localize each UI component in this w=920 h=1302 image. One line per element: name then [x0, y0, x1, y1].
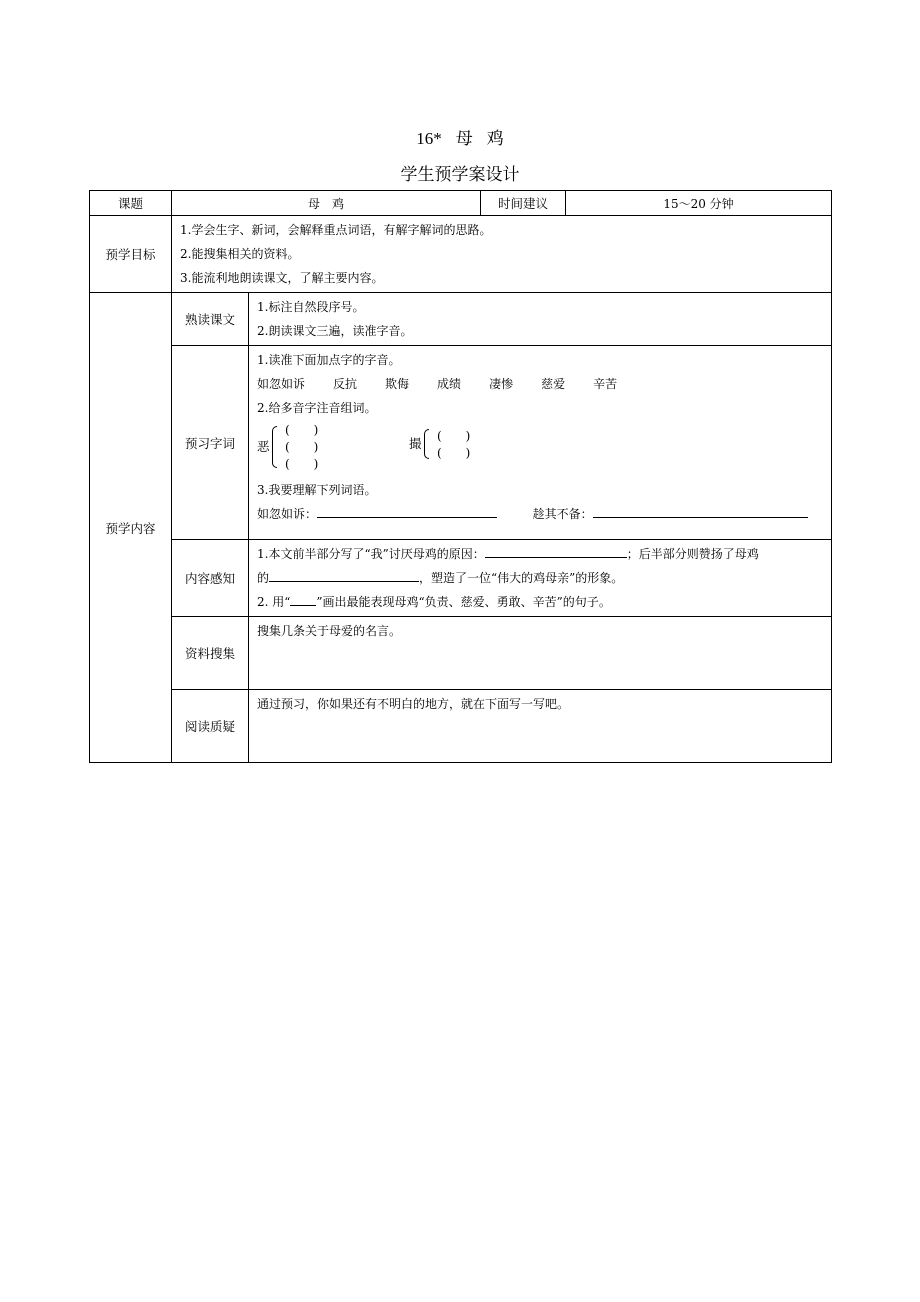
perception-text: ；后半部分则赞扬了母鸡 [626, 547, 759, 561]
prestudy-table [89, 190, 832, 763]
word-list [257, 372, 823, 396]
pinyin-slot[interactable]: ( ) [437, 446, 471, 460]
perception-text: ”画出最能表现母鸡“负责、慈爱、勇敢、辛苦”的句子。 [316, 595, 611, 609]
word-item: 成绩 [437, 377, 462, 391]
word-item: 欺侮 [385, 377, 410, 391]
reading-label: 熟读课文 [172, 293, 249, 346]
reading-item: 2.朗读课文三遍，读准字音。 [257, 324, 413, 338]
perception-text: 1.本文前半部分写了“我”讨厌母鸡的原因： [257, 547, 485, 561]
lesson-word-1: 母 [455, 129, 473, 149]
collect-text: 搜集几条关于母爱的名言。 [257, 624, 402, 638]
goals-cell [172, 216, 832, 293]
goals-label: 预学目标 [90, 216, 172, 293]
perception-line-3 [257, 590, 823, 614]
polyphone-block [257, 420, 823, 472]
word-item: 反抗 [333, 377, 358, 391]
lesson-number: 16* [416, 129, 442, 148]
page-subtitle: 学生预学案设计 [400, 165, 520, 185]
word-item: 慈爱 [541, 377, 566, 391]
perception-text: ，塑造了一位“伟大的鸡母亲”的形象。 [419, 571, 624, 585]
time-value: 15～20 分钟 [566, 191, 832, 216]
brace-icon [272, 426, 277, 468]
words-q1: 1.读准下面加点字的字音。 [257, 353, 401, 367]
question-label: 阅读质疑 [172, 690, 249, 763]
words-q2: 2.给多音字注音组词。 [257, 401, 377, 415]
perception-text: 的 [257, 571, 270, 585]
word-item: 辛苦 [593, 377, 618, 391]
words-cell [249, 346, 832, 540]
lesson-title [0, 124, 920, 149]
topic-value: 母 鸡 [172, 191, 481, 216]
words-q3: 3.我要理解下列词语。 [257, 483, 377, 497]
perception-label: 内容感知 [172, 540, 249, 617]
brace-icon [424, 429, 429, 459]
reading-item: 1.标注自然段序号。 [257, 300, 365, 314]
words-label: 预习字词 [172, 346, 249, 540]
term-2-blank[interactable] [593, 503, 808, 518]
perception-line-2 [257, 566, 823, 590]
perception-line-1 [257, 542, 823, 566]
reading-cell [249, 293, 832, 346]
term-1: 如忽如诉： [257, 507, 318, 521]
perception-text: 2. 用“ [257, 595, 291, 609]
collect-label: 资料搜集 [172, 617, 249, 690]
content-label: 预学内容 [90, 293, 172, 763]
word-item: 凄惨 [489, 377, 514, 391]
pinyin-slot[interactable]: ( ) [285, 457, 319, 471]
underline-mark [290, 591, 316, 606]
goal-item: 3.能流利地朗读课文，了解主要内容。 [180, 271, 384, 285]
word-item: 如忽如诉 [257, 377, 306, 391]
reason-blank[interactable] [485, 543, 627, 558]
time-label: 时间建议 [481, 191, 566, 216]
polyphone-char-1: 恶 [257, 439, 270, 454]
pinyin-slot[interactable]: ( ) [285, 423, 319, 437]
term-1-blank[interactable] [317, 503, 497, 518]
goal-item: 2.能搜集相关的资料。 [180, 247, 300, 261]
pinyin-slot[interactable]: ( ) [437, 429, 471, 443]
polyphone-char-2: 撮 [409, 436, 422, 451]
collect-cell[interactable] [249, 617, 832, 690]
pinyin-slot[interactable]: ( ) [285, 440, 319, 454]
question-cell[interactable] [249, 690, 832, 763]
terms-line [257, 502, 823, 526]
perception-cell [249, 540, 832, 617]
topic-label: 课题 [90, 191, 172, 216]
lesson-word-2: 鸡 [486, 129, 504, 149]
question-text: 通过预习，你如果还有不明白的地方，就在下面写一写吧。 [257, 697, 570, 711]
praise-blank[interactable] [269, 567, 419, 582]
term-2: 趁其不备： [532, 507, 593, 521]
goal-item: 1.学会生字、新词，会解释重点词语，有解字解词的思路。 [180, 223, 492, 237]
